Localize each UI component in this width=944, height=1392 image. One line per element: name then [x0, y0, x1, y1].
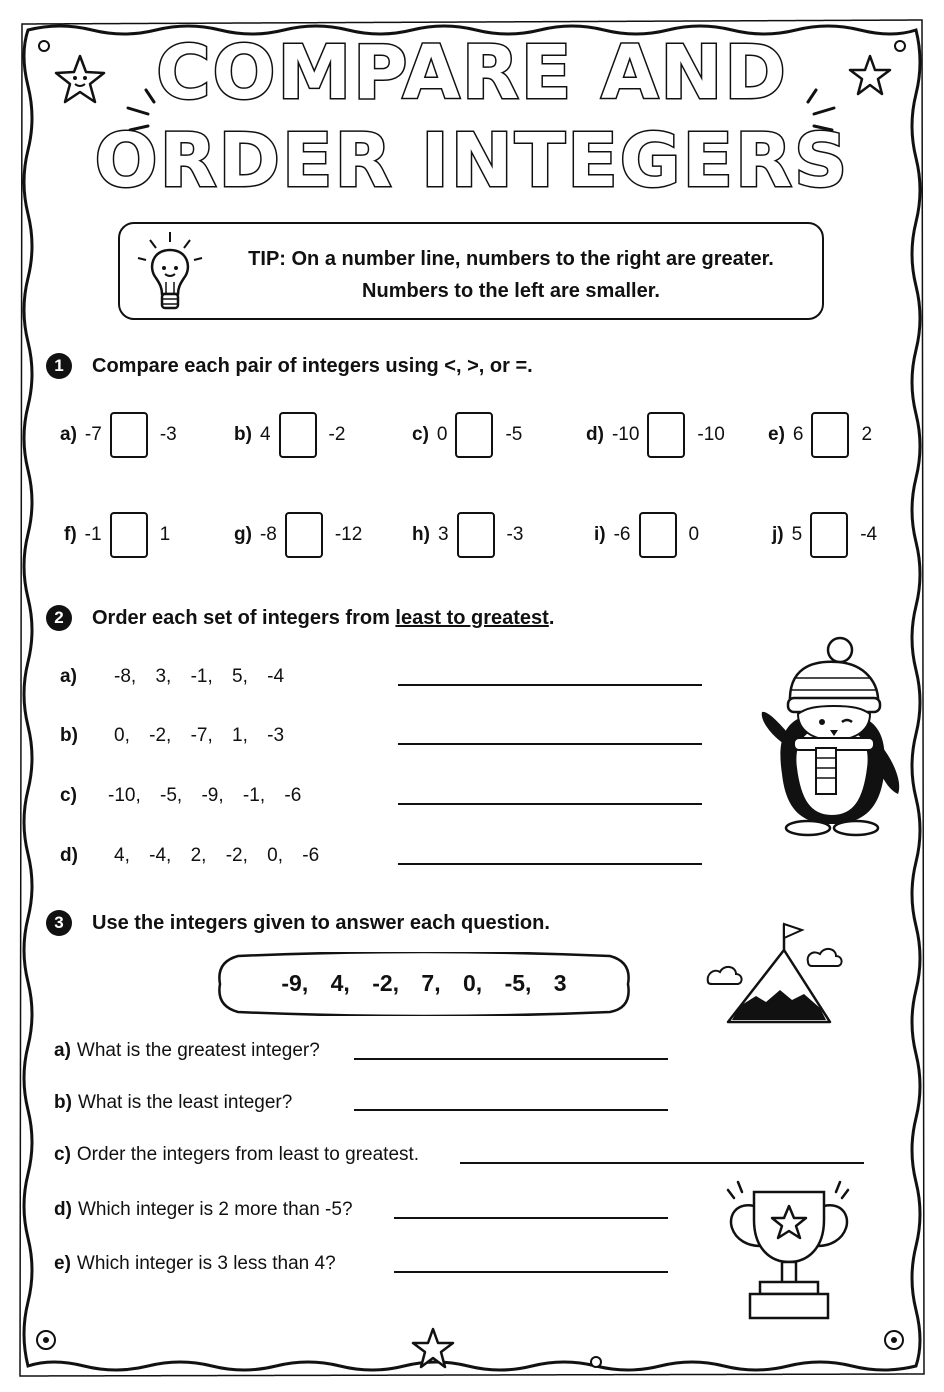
item-label: a) [60, 424, 77, 445]
question-e [54, 1253, 336, 1275]
left-value: 0 [436, 424, 448, 445]
question-label: d) [54, 1199, 72, 1220]
right-value: -4 [860, 524, 878, 545]
section-1-instruction: Compare each pair of integers using <, >, or =. [92, 355, 533, 377]
answer-line[interactable] [398, 803, 702, 805]
right-value: 2 [861, 424, 873, 445]
question-text: What is the greatest integer? [76, 1040, 320, 1061]
instruction-end: . [548, 607, 555, 629]
trophy-icon [714, 1176, 864, 1326]
question-label: a) [54, 1040, 71, 1061]
left-value: -7 [84, 424, 102, 445]
answer-box[interactable] [279, 412, 317, 458]
left-value: 4 [259, 424, 271, 445]
compare-item-b [234, 412, 345, 458]
compare-item-c [412, 412, 522, 458]
penguin-icon [752, 634, 902, 840]
right-value: -3 [506, 524, 524, 545]
left-value: -1 [84, 524, 102, 545]
tip-line-1: TIP: On a number line, numbers to the right are greater. [248, 248, 774, 270]
answer-box[interactable] [457, 512, 495, 558]
row-values: 4, -4, 2, -2, 0, -6 [114, 845, 320, 866]
question-text: Which integer is 2 more than -5? [77, 1199, 353, 1220]
item-label: j) [772, 524, 784, 545]
left-value: 6 [792, 424, 804, 445]
answer-line[interactable] [354, 1109, 668, 1111]
answer-box[interactable] [639, 512, 677, 558]
mountain-flag-icon [704, 920, 848, 1026]
right-value: 1 [159, 524, 171, 545]
instruction-underlined: least to greatest [395, 607, 549, 629]
question-a [54, 1040, 320, 1062]
right-value: 0 [688, 524, 700, 545]
question-c [54, 1144, 419, 1166]
compare-item-j [772, 512, 877, 558]
right-value: -5 [505, 424, 523, 445]
row-values: -10, -5, -9, -1, -6 [108, 785, 302, 806]
item-label: d) [586, 424, 604, 445]
answer-box[interactable] [110, 412, 148, 458]
right-value: -3 [159, 424, 177, 445]
left-value: -10 [611, 424, 640, 445]
answer-box[interactable] [647, 412, 685, 458]
answer-line[interactable] [354, 1058, 668, 1060]
row-label: c) [60, 785, 77, 806]
lightbulb-icon [130, 228, 210, 316]
answer-box[interactable] [810, 512, 848, 558]
compare-item-e [768, 412, 872, 458]
item-label: f) [64, 524, 77, 545]
compare-item-f [64, 512, 170, 558]
answer-box[interactable] [811, 412, 849, 458]
row-label: d) [60, 845, 78, 866]
instruction-text: Order each set of integers from [92, 607, 396, 629]
right-value: -10 [697, 424, 725, 445]
answer-box[interactable] [455, 412, 493, 458]
answer-box[interactable] [285, 512, 323, 558]
section-2-instruction [92, 607, 554, 630]
row-label: b) [60, 725, 78, 746]
answer-line[interactable] [394, 1217, 668, 1219]
item-label: c) [412, 424, 429, 445]
question-b [54, 1092, 292, 1114]
tip-line-2: Numbers to the left are smaller. [362, 280, 660, 302]
answer-line[interactable] [398, 863, 702, 865]
section-2-number: 2 [46, 605, 72, 631]
answer-line[interactable] [394, 1271, 668, 1273]
question-d [54, 1199, 353, 1221]
compare-item-h [412, 512, 523, 558]
item-label: h) [412, 524, 430, 545]
compare-item-d [586, 412, 725, 458]
section-3-number: 3 [46, 910, 72, 936]
integers-list: -9, 4, -2, 7, 0, -5, 3 [281, 970, 567, 996]
answer-box[interactable] [110, 512, 148, 558]
item-label: i) [594, 524, 606, 545]
item-label: g) [234, 524, 252, 545]
row-values: -8, 3, -1, 5, -4 [114, 666, 285, 687]
compare-item-i [594, 512, 699, 558]
answer-line[interactable] [398, 743, 702, 745]
question-label: e) [54, 1253, 71, 1274]
question-text: Which integer is 3 less than 4? [76, 1253, 336, 1274]
left-value: 3 [437, 524, 449, 545]
answer-line[interactable] [398, 684, 702, 686]
tip-box [118, 222, 824, 320]
item-label: b) [234, 424, 252, 445]
answer-line[interactable] [460, 1162, 864, 1164]
question-text: Order the integers from least to greatest. [76, 1144, 420, 1165]
star-icon [410, 1326, 456, 1372]
left-value: -8 [259, 524, 277, 545]
question-label: c) [54, 1144, 71, 1165]
compare-item-g [234, 512, 362, 558]
title-line-2: ORDER INTEGERS [94, 118, 850, 204]
item-label: e) [768, 424, 785, 445]
row-label: a) [60, 666, 77, 687]
section-3-instruction: Use the integers given to answer each question. [92, 912, 550, 934]
left-value: 5 [791, 524, 803, 545]
section-1-number: 1 [46, 353, 72, 379]
row-values: 0, -2, -7, 1, -3 [114, 725, 285, 746]
right-value: -12 [334, 524, 363, 545]
compare-item-a [60, 412, 177, 458]
question-text: What is the least integer? [77, 1092, 293, 1113]
left-value: -6 [613, 524, 631, 545]
question-label: b) [54, 1092, 72, 1113]
right-value: -2 [328, 424, 346, 445]
title-line-1: COMPARE AND [156, 30, 788, 116]
